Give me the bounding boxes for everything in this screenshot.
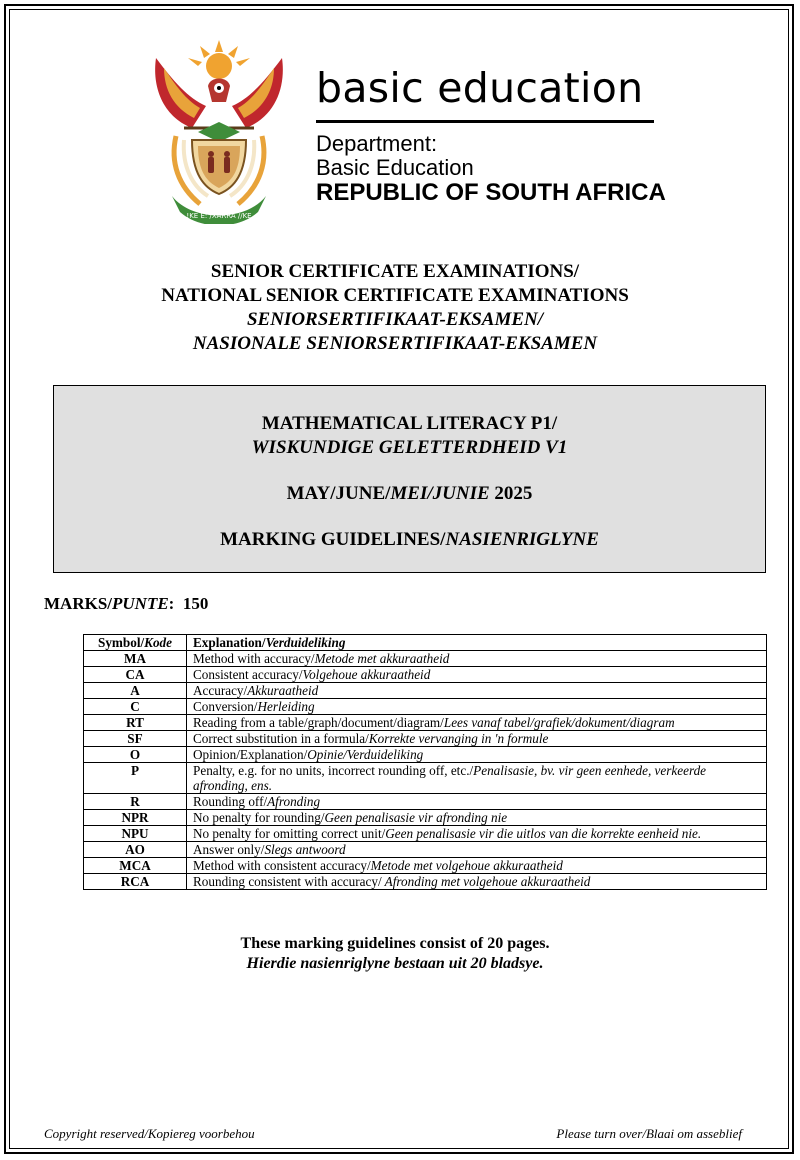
explanation-en: Correct substitution in a formula/ xyxy=(193,731,369,746)
explanation-en: Rounding off/ xyxy=(193,794,268,809)
explanation-af: Slegs antwoord xyxy=(264,842,346,857)
header-expl-af: Verduideliking xyxy=(265,635,346,650)
table-row xyxy=(84,858,767,874)
marks-colon: : xyxy=(168,594,175,613)
symbol-explanation xyxy=(187,651,767,667)
symbol-explanation xyxy=(187,874,767,890)
explanation-en: Penalty, e.g. for no units, incorrect rounding off, etc./ xyxy=(193,763,474,778)
explanation-en: Conversion/ xyxy=(193,699,258,714)
footer-copyright: Copyright reserved/Kopiereg voorbehou xyxy=(44,1126,255,1141)
symbol-code: SF xyxy=(84,731,187,747)
explanation-af: Afronding xyxy=(267,794,321,809)
table-header-row xyxy=(84,635,767,651)
explanation-af: Akkuraatheid xyxy=(247,683,319,698)
explanation-en: Opinion/Explanation/ xyxy=(193,747,308,762)
table-row xyxy=(84,667,767,683)
table-row xyxy=(84,731,767,747)
session-year: 2025 xyxy=(489,483,533,504)
symbol-explanation xyxy=(187,683,767,699)
document-type-en: MARKING GUIDELINES/ xyxy=(220,529,446,550)
coat-of-arms-logo xyxy=(148,36,290,224)
column-header-symbol xyxy=(84,635,187,651)
subject-name-en: MATHEMATICAL LITERACY P1/ xyxy=(261,413,558,434)
brand-department-name: Basic Education xyxy=(316,155,474,180)
exam-heading-line-1: SENIOR CERTIFICATE EXAMINATIONS/ xyxy=(210,261,580,282)
symbol-explanation xyxy=(187,826,767,842)
symbol-code: NPU xyxy=(84,826,187,842)
symbol-explanation xyxy=(187,731,767,747)
pages-note-af: Hierdie nasienriglyne bestaan uit 20 bladsye. xyxy=(246,955,544,972)
explanation-en: Method with accuracy/ xyxy=(193,651,315,666)
document-type xyxy=(54,528,765,552)
pages-note-en: These marking guidelines consist of 20 pages. xyxy=(240,935,550,952)
header-expl-en: Explanation/ xyxy=(193,635,266,650)
explanation-af: Penalisasie, bv. vir geen eenhede, verkeerde afronding, ens. xyxy=(193,763,707,793)
table-row xyxy=(84,763,767,794)
table-row xyxy=(84,651,767,667)
explanation-af: Metode met akkuraatheid xyxy=(314,651,450,666)
explanation-en: No penalty for rounding/ xyxy=(193,810,325,825)
symbol-explanation xyxy=(187,810,767,826)
symbol-table-body xyxy=(84,651,767,890)
symbol-code: RT xyxy=(84,715,187,731)
brand-department-label: Department: xyxy=(316,131,438,156)
header-symbol-af: Kode xyxy=(144,635,172,650)
explanation-en: Rounding consistent with accuracy/ xyxy=(193,874,382,889)
symbol-code: A xyxy=(84,683,187,699)
exam-heading-line-4: NASIONALE SENIORSERTIFIKAAT-EKSAMEN xyxy=(192,333,598,354)
explanation-en: No penalty for omitting correct unit/ xyxy=(193,826,386,841)
symbol-code: MCA xyxy=(84,858,187,874)
marks-value: 150 xyxy=(182,594,209,613)
session-af: MEI/JUNIE xyxy=(390,483,490,504)
table-row xyxy=(84,794,767,810)
table-row xyxy=(84,699,767,715)
exam-session xyxy=(54,482,765,506)
symbol-explanation xyxy=(187,667,767,683)
table-row xyxy=(84,874,767,890)
symbol-explanation xyxy=(187,747,767,763)
table-row xyxy=(84,826,767,842)
subject-name-af: WISKUNDIGE GELETTERDHEID V1 xyxy=(251,437,568,458)
symbol-code: R xyxy=(84,794,187,810)
crest-motto-text: !KE E: /XARRA //KE xyxy=(186,212,252,220)
explanation-af: Geen penalisasie vir afronding nie xyxy=(324,810,508,825)
explanation-af: Korrekte vervanging in 'n formule xyxy=(368,731,549,746)
pages-note xyxy=(0,934,790,974)
symbol-code: P xyxy=(84,763,187,794)
table-row xyxy=(84,747,767,763)
document-type-af: NASIENRIGLYNE xyxy=(445,529,599,550)
explanation-af: Metode met volgehoue akkuraatheid xyxy=(370,858,563,873)
symbol-explanation xyxy=(187,842,767,858)
subject-box xyxy=(53,385,766,573)
explanation-af: Herleiding xyxy=(257,699,315,714)
explanation-af: Afronding met volgehoue akkuraatheid xyxy=(381,874,591,889)
symbol-code: CA xyxy=(84,667,187,683)
table-row xyxy=(84,683,767,699)
symbol-code: NPR xyxy=(84,810,187,826)
explanation-en: Accuracy/ xyxy=(193,683,248,698)
symbol-code: AO xyxy=(84,842,187,858)
symbol-code: O xyxy=(84,747,187,763)
symbol-code: MA xyxy=(84,651,187,667)
header-symbol-en: Symbol/ xyxy=(97,635,145,650)
symbol-explanation xyxy=(187,858,767,874)
table-row xyxy=(84,810,767,826)
marks-label-en: MARKS/ xyxy=(44,594,112,613)
marks-label-af: PUNTE xyxy=(112,594,169,613)
symbol-explanation xyxy=(187,763,767,794)
brand-country: REPUBLIC OF SOUTH AFRICA xyxy=(316,179,666,206)
exam-heading xyxy=(0,260,790,356)
table-row xyxy=(84,715,767,731)
symbol-code: RCA xyxy=(84,874,187,890)
explanation-af: Opinie/Verduideliking xyxy=(307,747,424,762)
session-en: MAY/JUNE/ xyxy=(286,483,391,504)
symbol-explanation xyxy=(187,715,767,731)
exam-heading-line-2: NATIONAL SENIOR CERTIFICATE EXAMINATIONS xyxy=(161,285,629,306)
explanation-en: Method with consistent accuracy/ xyxy=(193,858,371,873)
brand-divider xyxy=(316,120,654,123)
explanation-af: Lees vanaf tabel/grafiek/dokument/diagram xyxy=(443,715,675,730)
symbol-table xyxy=(83,634,767,890)
symbol-explanation xyxy=(187,699,767,715)
explanation-en: Consistent accuracy/ xyxy=(193,667,303,682)
column-header-explanation xyxy=(187,635,767,651)
explanation-en: Reading from a table/graph/document/diagram/ xyxy=(193,715,444,730)
table-row xyxy=(84,842,767,858)
symbol-explanation xyxy=(187,794,767,810)
explanation-af: Geen penalisasie vir die uitlos van die korrekte eenheid nie. xyxy=(385,826,702,841)
exam-heading-line-3: SENIORSERTIFIKAAT-EKSAMEN/ xyxy=(246,309,544,330)
explanation-en: Answer only/ xyxy=(193,842,265,857)
brand-title: basic education xyxy=(316,64,644,112)
marks-total xyxy=(44,594,208,614)
explanation-af: Volgehoue akkuraatheid xyxy=(302,667,431,682)
footer-turn-over: Please turn over/Blaai om asseblief xyxy=(556,1126,742,1141)
symbol-code: C xyxy=(84,699,187,715)
